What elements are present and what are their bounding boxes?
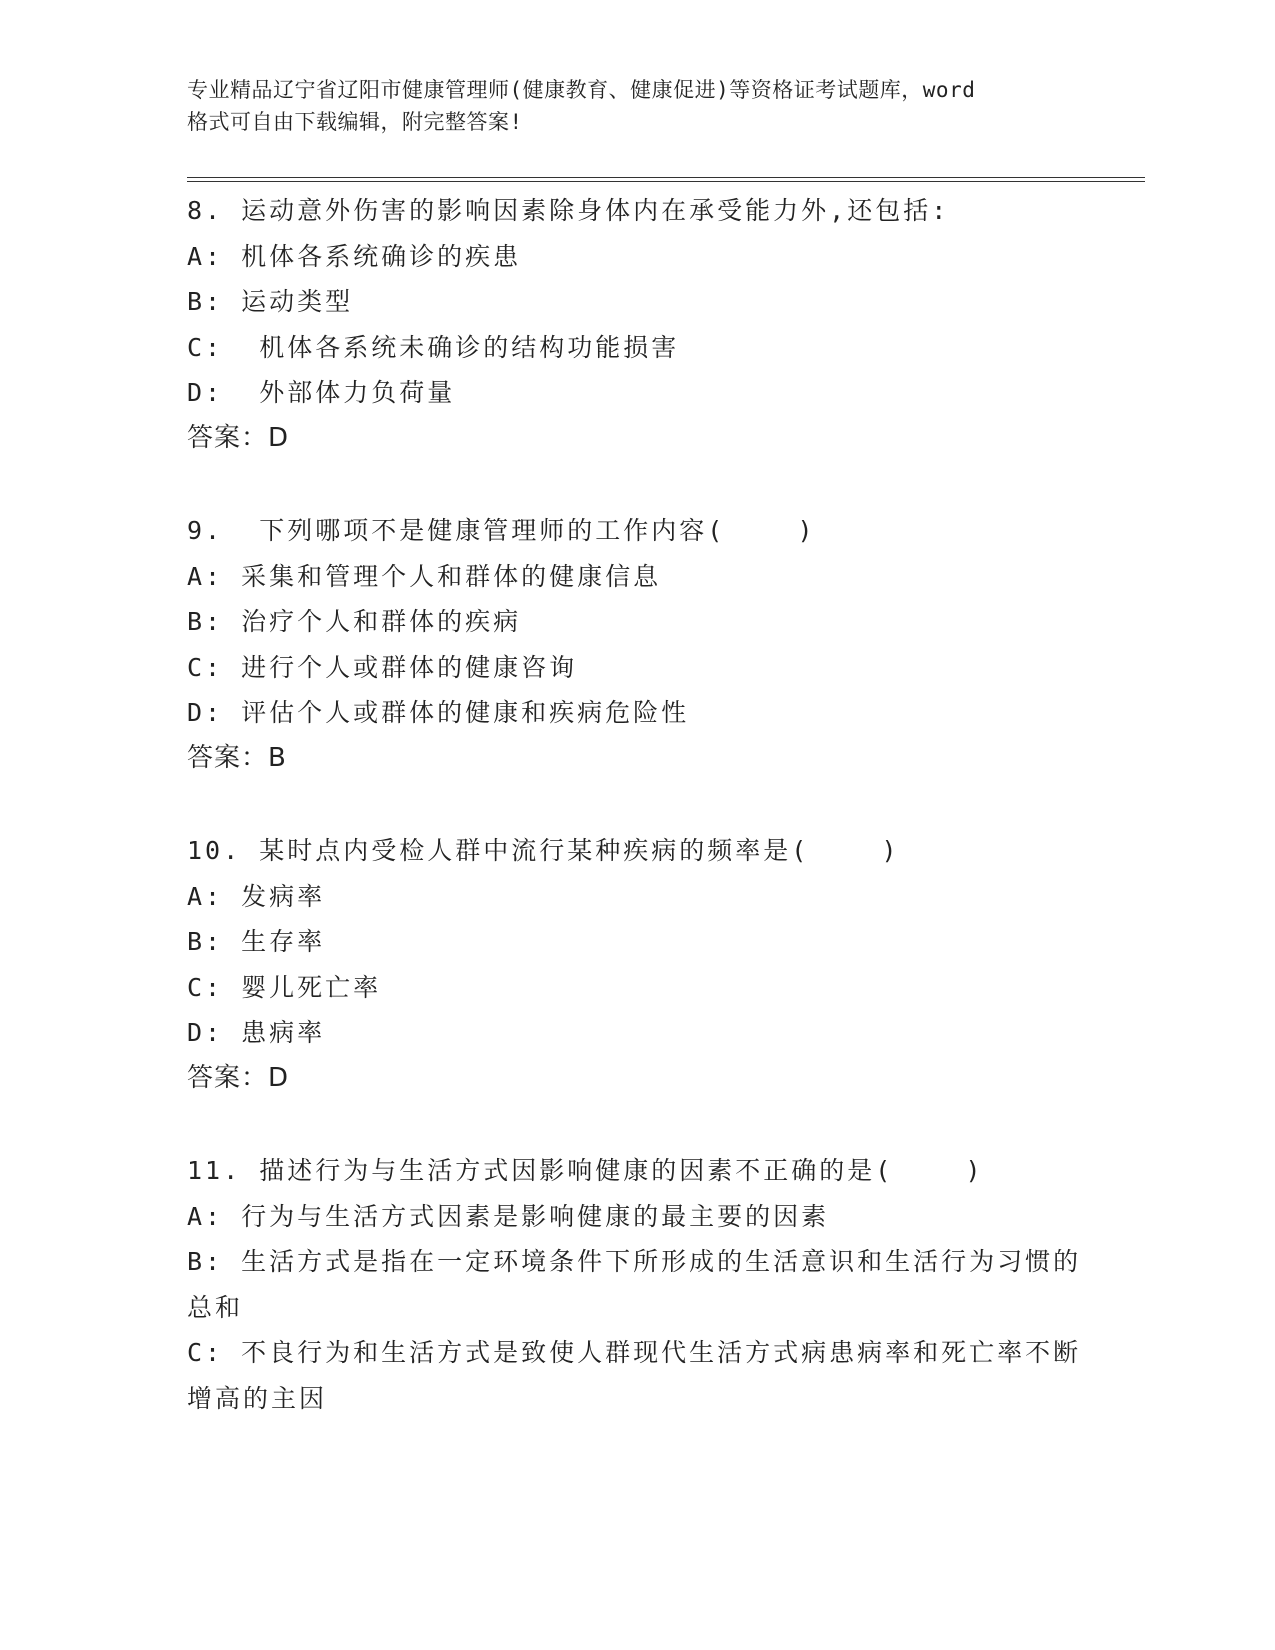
answer-label: 答案：D — [187, 422, 290, 453]
header-line-2: 格式可自由下载编辑，附完整答案! — [187, 110, 523, 134]
option-b: B: 生存率 — [187, 927, 326, 956]
question-8 — [187, 188, 1087, 461]
option-b: B: 运动类型 — [187, 287, 354, 316]
header-line-1: 专业精品辽宁省辽阳市健康管理师(健康教育、健康促进)等资格证考试题库，word — [187, 78, 976, 102]
question-stem: 8. 运动意外伤害的影响因素除身体内在承受能力外,还包括: — [187, 196, 950, 225]
header-divider-bottom — [187, 181, 1145, 182]
option-a: A: 行为与生活方式因素是影响健康的最主要的因素 — [187, 1201, 830, 1231]
question-stem: 10. 某时点内受检人群中流行某种疾病的频率是( ) — [187, 836, 900, 865]
option-d: D: 患病率 — [187, 1018, 326, 1047]
option-d: D: 外部体力负荷量 — [187, 378, 456, 407]
option-a: A: 采集和管理个人和群体的健康信息 — [187, 561, 662, 591]
option-d: D: 评估个人或群体的健康和疾病危险性 — [187, 698, 690, 727]
option-a: A: 机体各系统确诊的疾患 — [187, 241, 522, 271]
option-b: B: 生活方式是指在一定环境条件下所形成的生活意识和生活行为习惯的总和 — [187, 1247, 1082, 1322]
question-10 — [187, 828, 1087, 1101]
document-header — [187, 74, 1087, 138]
option-c: C: 婴儿死亡率 — [187, 972, 382, 1002]
question-stem: 9. 下列哪项不是健康管理师的工作内容( ) — [187, 516, 816, 545]
option-c: C: 进行个人或群体的健康咨询 — [187, 652, 578, 682]
answer-label: 答案：B — [187, 742, 287, 773]
question-9 — [187, 508, 1087, 781]
header-divider-top — [187, 177, 1145, 178]
option-c: C: 不良行为和生活方式是致使人群现代生活方式病患病率和死亡率不断增高的主因 — [187, 1338, 1082, 1413]
question-11 — [187, 1148, 1087, 1421]
question-list — [187, 188, 1087, 1468]
question-stem: 11. 描述行为与生活方式因影响健康的因素不正确的是( ) — [187, 1156, 984, 1185]
option-b: B: 治疗个人和群体的疾病 — [187, 607, 522, 636]
answer-label: 答案：D — [187, 1062, 290, 1093]
option-c: C: 机体各系统未确诊的结构功能损害 — [187, 332, 680, 362]
option-a: A: 发病率 — [187, 881, 326, 911]
